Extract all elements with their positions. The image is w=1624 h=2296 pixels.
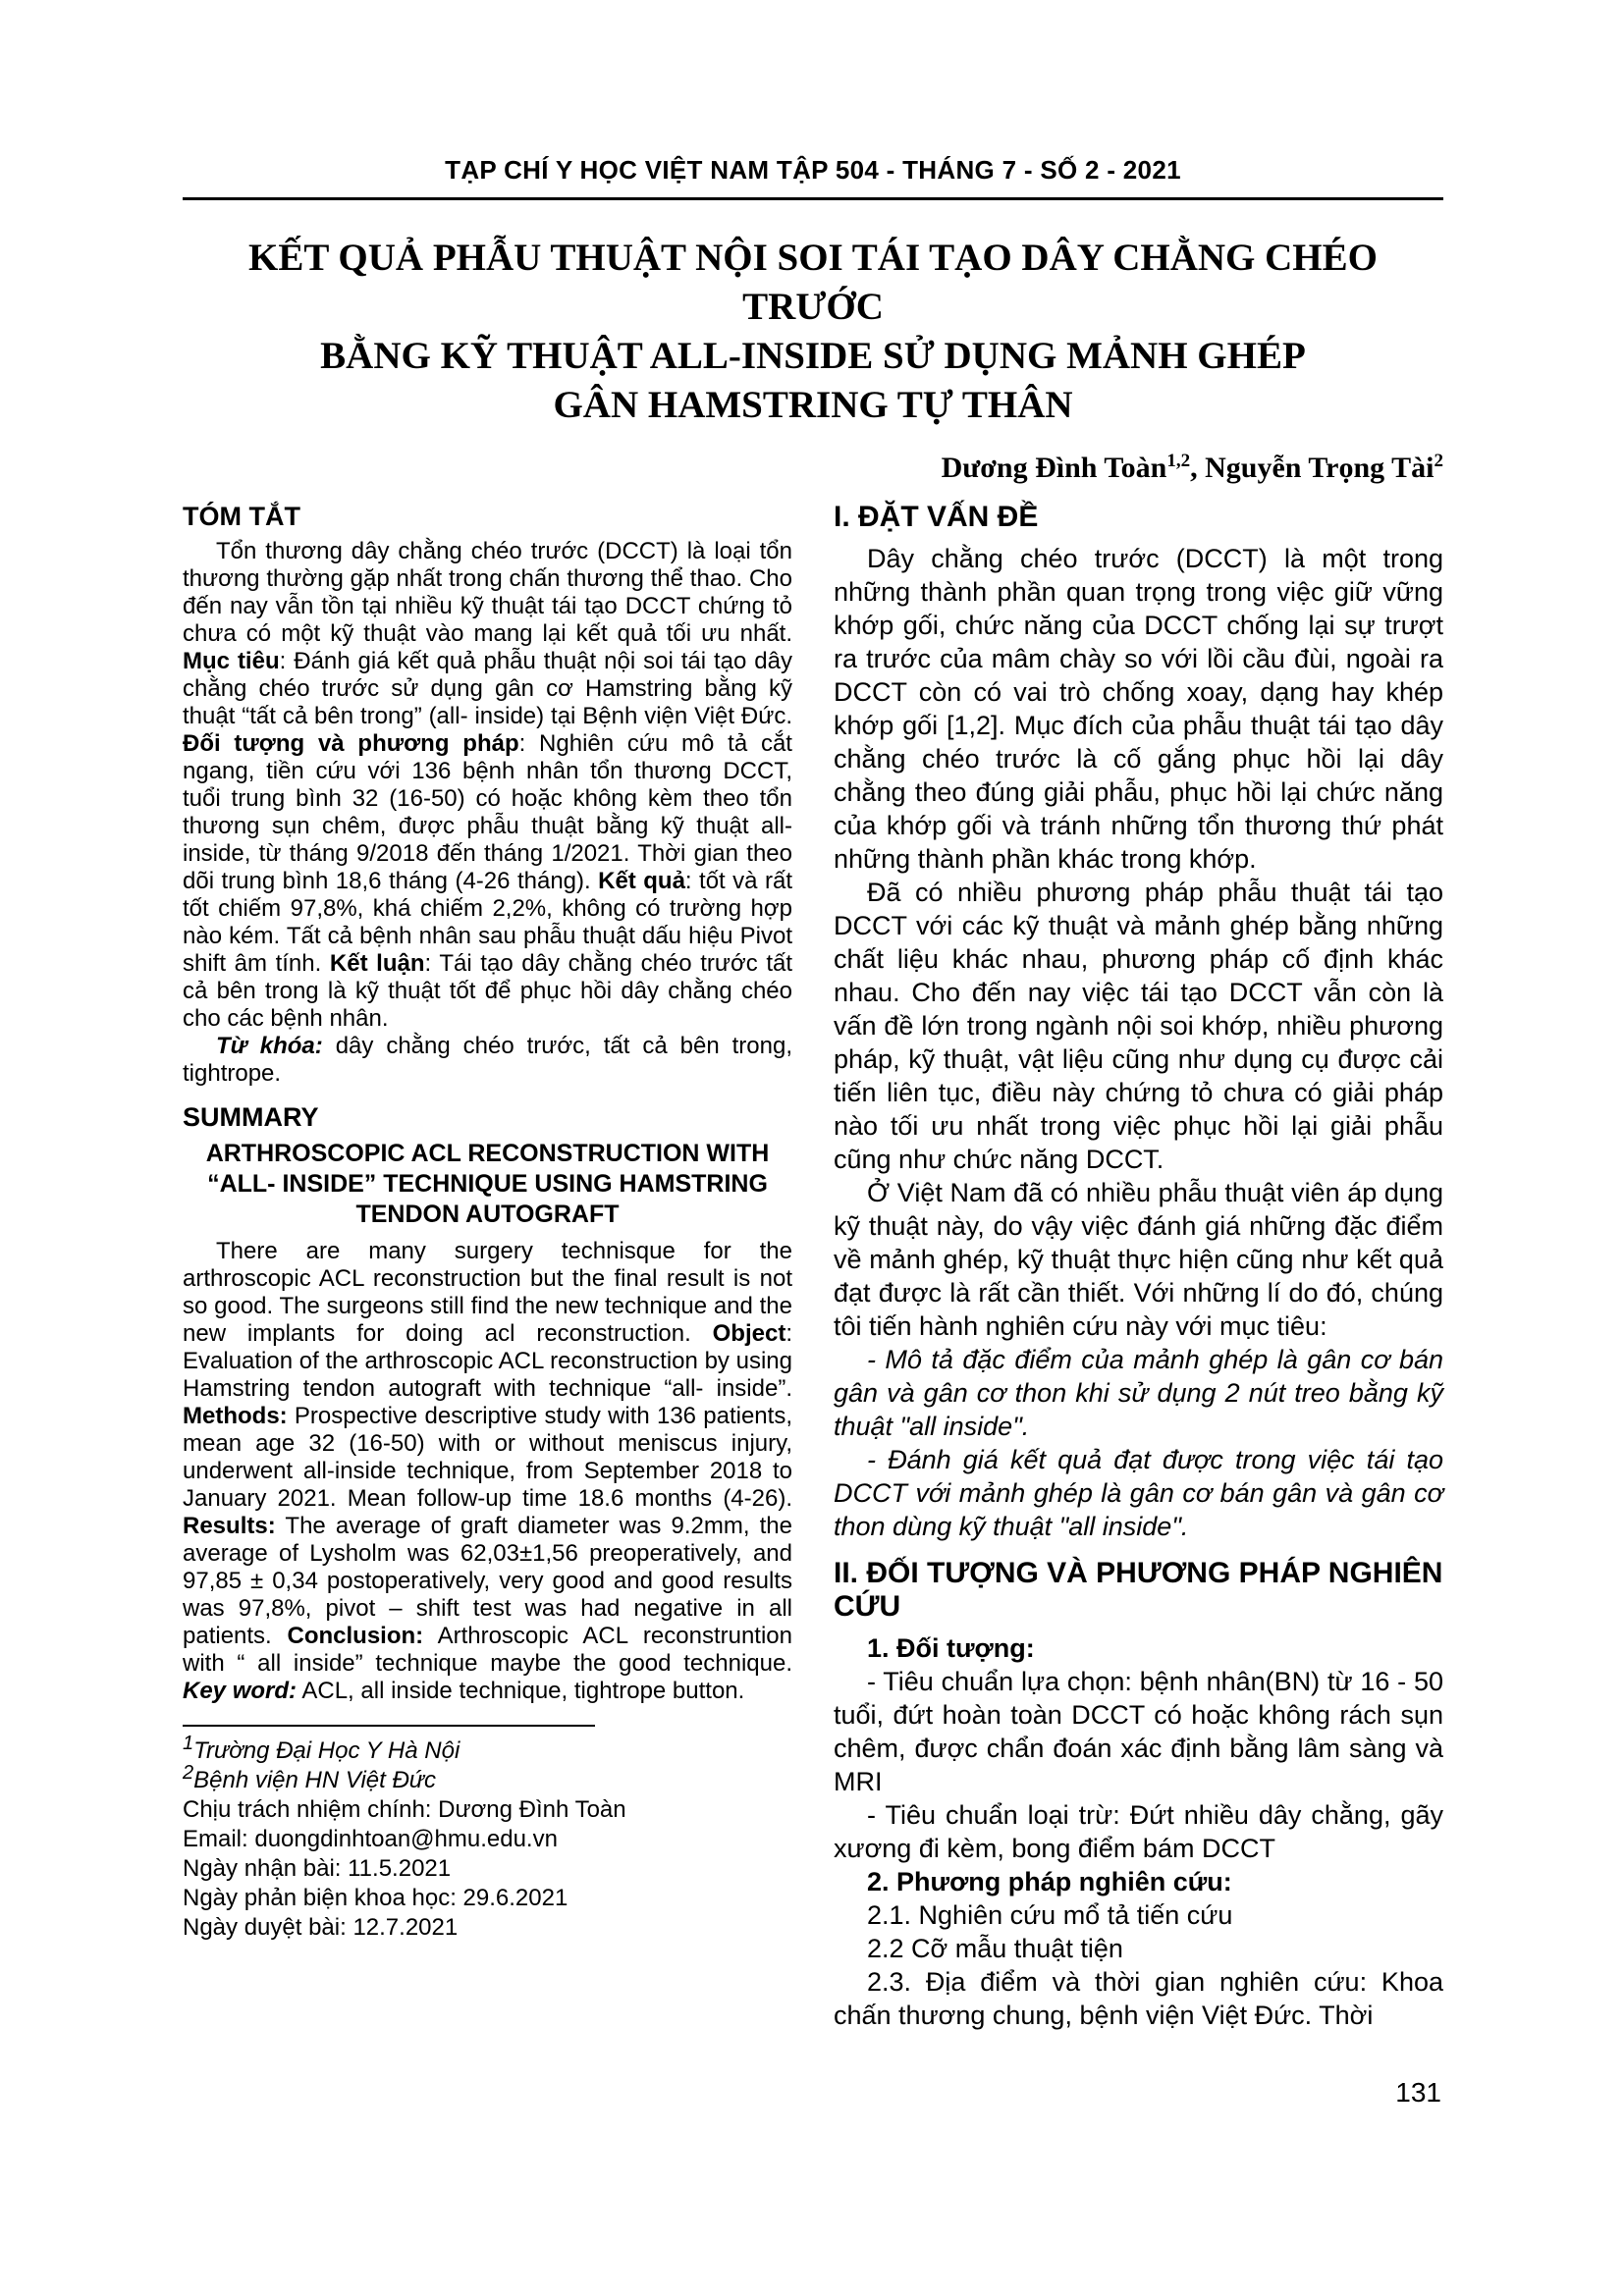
page-content: [183, 155, 1443, 2032]
footnote-divider: [183, 1725, 595, 1727]
footnote-review-date: Ngày phản biện khoa học: 29.6.2021: [183, 1884, 568, 1911]
intro-paragraph-2: Đã có nhiều phương pháp phẫu thuật tái tạo DCCT với các kỹ thuật và mảnh ghép bằng những chất liệu khác nhau, phương pháp cố định khác nhau. Cho đến nay việc tái tạo DCCT vẫn còn là vấn đề lớn trong ngành nội soi khớp, nhiều phương pháp, kỹ thuật, vật liệu cũng như dụng cụ được cải tiến liên tục, điều này chứng tỏ chưa có giải pháp nào tối ưu nhất trong việc phục hồi lại giải phẫu cũng như chức năng DCCT.: [834, 877, 1443, 1174]
two-column-body: [183, 499, 1443, 2032]
section-heading-introduction: I. ĐẶT VẤN ĐỀ: [834, 500, 1039, 533]
footnote-corresponding-author: Chịu trách nhiệm chính: Dương Đình Toàn: [183, 1795, 626, 1823]
footnote-affiliation-2: $^2$Bệnh viện HN Việt Đức: [183, 1761, 437, 1793]
intro-paragraph-3: Ở Việt Nam đã có nhiều phẫu thuật viên áp dụng kỹ thuật này, do vậy việc đánh giá những đặc điểm về mảnh ghép, kỹ thuật thực hiện cũng như kết quả đạt được là rất cần thiết. Với những lí do đó, chúng tôi tiến hành nghiên cứu này với mục tiêu:: [834, 1177, 1443, 1341]
summary-english-title: ARTHROSCOPIC ACL RECONSTRUCTION WITH “ALL- INSIDE” TECHNIQUE USING HAMSTRING TENDON AUTOGRAFT: [205, 1139, 770, 1228]
objective-item-2: - Đánh giá kết quả đạt được trong việc tái tạo DCCT với mảnh ghép là gân cơ bán gân và gân cơ thon dùng kỹ thuật "all inside".: [834, 1444, 1443, 1541]
abstract-heading: TÓM TẮT: [183, 501, 300, 531]
inclusion-criteria: - Tiêu chuẩn lựa chọn: bệnh nhân(BN) từ 16 - 50 tuổi, đứt hoàn toàn DCCT có hoặc không rách sụn chêm, được chẩn đoán xác định bằng lâm sàng và MRI: [834, 1666, 1443, 1796]
methods-item-sample: 2.2 Cỡ mẫu thuật tiện: [867, 1933, 1123, 1963]
objective-item-1: - Mô tả đặc điểm của mảnh ghép là gân cơ bán gân và gân cơ thon khi sử dụng 2 nút treo bằng kỹ thuật "all inside".: [834, 1344, 1443, 1441]
footnote-received-date: Ngày nhận bài: 11.5.2021: [183, 1854, 452, 1882]
methods-item-design: 2.1. Nghiên cứu mổ tả tiến cứu: [867, 1899, 1233, 1930]
intro-paragraph-1: Dây chằng chéo trước (DCCT) là một trong những thành phần quan trọng trong việc giữ vững khớp gối, chức năng của DCCT chống lại sự trượt ra trước của mâm chày so với lồi cầu đùi, ngoài ra DCCT còn có vai trò chống xoay, dạng hay khép khớp gối [1,2]. Mục đích của phẫu thuật tái tạo dây chằng chéo trước là cố gắng phục hồi lại dây chằng theo đúng giải phẫu, phục hồi lại chức năng của khớp gối và tránh những tổn thương thứ phát những thành phần khác trong khớp.: [834, 543, 1443, 874]
article-title-line-3: GÂN HAMSTRING TỰ THÂN: [553, 383, 1073, 426]
summary-paragraph: There are many surgery technisque for the arthroscopic ACL reconstruction but the final result is not so good. The surgeons still find the new technique and the new implants for doing acl reconstruction. Object: Evaluation of the arthroscopic ACL reconstruction by using Hamstring tendon autograft with technique “all- inside”. Methods: Prospective descriptive study with 136 patients, mean age 32 (16-50) with or without meniscus injury, underwent all-inside technique, from September 2018 to January 2021. Mean follow-up time 18.6 months (4-26). Results: The average of graft diameter was 9.2mm, the average of Lysholm was 62,03±1,56 preoperatively, and 97,85 ± 0,34 postoperatively, very good and good results was 97,8%, pivot – shift test was had negative in all patients. Conclusion: Arthroscopic ACL reconstruntion with “ all inside” technique maybe the good technique. Key word: ACL, all inside technique, tightrope button.: [183, 1237, 792, 1704]
authors-line: Dương Đình Toàn$^{1,2}$, Nguyễn Trọng Tài$^2$: [941, 450, 1443, 484]
methods-item-location: 2.3. Địa điểm và thời gian nghiên cứu: Khoa chấn thương chung, bệnh viện Việt Đức. Thời: [834, 1966, 1443, 2030]
exclusion-criteria: - Tiêu chuẩn loại trừ: Đứt nhiều dây chằng, gãy xương đi kèm, bong điểm bám DCCT: [834, 1799, 1443, 1863]
article-title: [183, 234, 1443, 430]
left-column: [183, 499, 792, 1943]
footnote-affiliation-1: $^1$Trường Đại Học Y Hà Nội: [183, 1732, 460, 1764]
section-heading-methods: II. ĐỐI TƯỢNG VÀ PHƯƠNG PHÁP NGHIÊN CỨU: [834, 1556, 1443, 1623]
footnote-block: [183, 1725, 792, 1943]
abstract-paragraph: Tổn thương dây chằng chéo trước (DCCT) là loại tổn thương thường gặp nhất trong chấn thương thể thao. Cho đến nay vẫn tồn tại nhiều kỹ thuật tái tạo DCCT chứng tỏ chưa có một kỹ thuật vào mang lại kết quả tối ưu nhất. Mục tiêu: Đánh giá kết quả phẫu thuật nội soi tái tạo dây chằng chéo trước sử dụng gân cơ Hamstring bằng kỹ thuật “tất cả bên trong” (all- inside) tại Bệnh viện Việt Đức. Đối tượng và phương pháp: Nghiên cứu mô tả cắt ngang, tiền cứu với 136 bệnh nhân tổn thương DCCT, tuổi trung bình 32 (16-50) có hoặc không kèm theo tổn thương sụn chêm, được phẫu thuật bằng kỹ thuật all-inside, từ tháng 9/2018 đến tháng 1/2021. Thời gian theo dõi trung bình 18,6 tháng (4-26 tháng). Kết quả: tốt và rất tốt chiếm 97,8%, khá chiếm 2,2%, không có trường hợp nào kém. Tất cả bệnh nhân sau phẫu thuật dấu hiệu Pivot shift âm tính. Kết luận: Tái tạo dây chằng chéo trước tất cả bên trong là kỹ thuật tốt để phục hồi dây chằng chéo cho các bệnh nhân.: [183, 537, 793, 1032]
footnote-email: Email: duongdinhtoan@hmu.edu.vn: [183, 1825, 558, 1852]
right-column: [834, 499, 1443, 2032]
journal-header: TẠP CHÍ Y HỌC VIỆT NAM TẬP 504 - THÁNG 7 - SỐ 2 - 2021: [445, 155, 1181, 185]
article-title-line-1: KẾT QUẢ PHẪU THUẬT NỘI SOI TÁI TẠO DÂY CHẰNG CHÉO TRƯỚC: [248, 237, 1378, 328]
page-number: 131: [1395, 2077, 1441, 2108]
methods-subheading-design: 2. Phương pháp nghiên cứu:: [867, 1866, 1232, 1896]
header-divider: [183, 197, 1443, 200]
summary-heading: SUMMARY: [183, 1101, 319, 1132]
article-title-line-2: BẰNG KỸ THUẬT ALL-INSIDE SỬ DỤNG MẢNH GHÉP: [320, 334, 1306, 377]
keywords-line: Từ khóa: dây chằng chéo trước, tất cả bên trong, tightrope.: [183, 1032, 792, 1087]
methods-subheading-subjects: 1. Đối tượng:: [867, 1632, 1035, 1663]
footnote-accepted-date: Ngày duyệt bài: 12.7.2021: [183, 1913, 459, 1941]
